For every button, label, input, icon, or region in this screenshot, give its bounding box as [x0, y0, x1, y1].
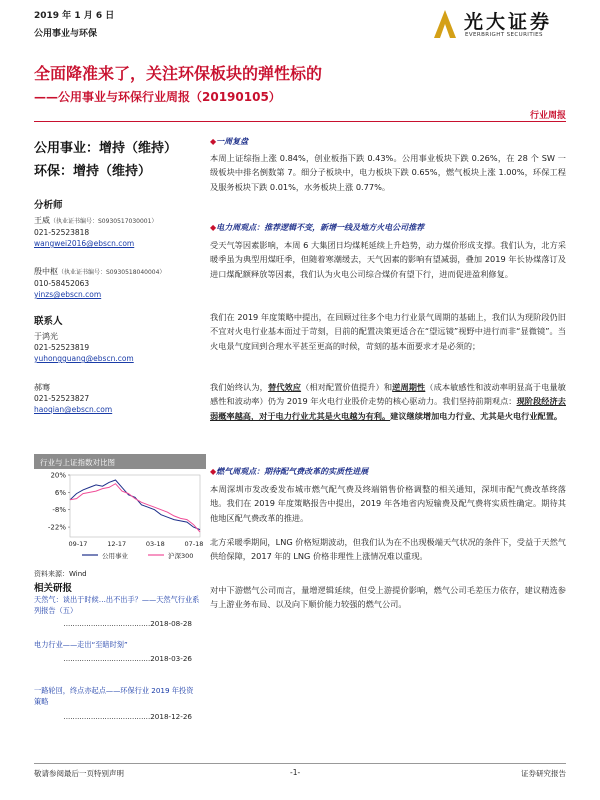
- x-tick-label: 09-17: [68, 540, 88, 548]
- power-paragraph: 受天气等因素影响，本周 6 大集团日均煤耗延续上升趋势，动力煤价形成支撑。我们认为，北方采暖季虽为典型用煤旺季，但随着寒潮缓去，天气因素的影响有望减弱，叠加 2019 年长协煤落订及进口煤配额释放等因素，我们认为火电公司综合煤价有望下行，进而促进盈利修复。: [210, 240, 566, 279]
- legend-label: 沪深300: [168, 552, 194, 560]
- company-logo: [432, 6, 572, 44]
- analysts-heading: 分析师: [34, 200, 63, 211]
- diamond-bullet-icon: ◆: [210, 467, 217, 476]
- emphasis-text: 现阶段经济去弱概率越高，对于电力行业尤其是火电越为有利。: [210, 396, 566, 421]
- y-tick-label: -22%: [47, 523, 66, 532]
- report-sector: 公用事业与环保: [34, 29, 98, 39]
- analyst-phone: 021-52523818: [34, 228, 90, 237]
- x-tick-label: 07-18: [184, 540, 204, 548]
- power-paragraph: [210, 380, 566, 423]
- analyst-name-text: 殷中枢: [34, 267, 58, 276]
- contact-phone: 021-52523827: [34, 394, 90, 403]
- comparison-chart: [34, 454, 206, 566]
- analyst-cert: （执业证书编号：S0930517030001）: [50, 218, 158, 225]
- diamond-bullet-icon: ◆: [210, 223, 217, 232]
- weekly-review-paragraph: 本周上证综指上涨 0.84%，创业板指下跌 0.43%。公用事业板块下跌 0.26%，在 28 个 SW 一级板块中排名倒数第 7。细分子板块中，电力板块下跌 0.65%，燃气板块上涨 1.00%，环保工程及服务板块下跌 0.01%，水务板块上涨 0.77%。: [210, 153, 566, 192]
- series-line-公用事业: [70, 480, 200, 530]
- report-subtitle: ——公用事业与环保行业周报（20190105）: [34, 90, 281, 104]
- y-tick-label: 6%: [54, 488, 66, 497]
- logo-text: 光大证券: [464, 11, 553, 33]
- analyst-cert: （执业证书编号：S0930518040004）: [58, 269, 166, 276]
- text-run: （相对配置价值提升）和: [301, 382, 393, 392]
- report-title: 全面降准来了，关注环保板块的弹性标的: [34, 64, 323, 83]
- footer-disclaimer: 敬请参阅最后一页特别声明: [34, 769, 124, 778]
- emphasis-text: 建议继续增加电力行业、尤其是火电行业配置。: [390, 410, 563, 421]
- contacts-heading: 联系人: [34, 316, 63, 327]
- related-heading: 相关研报: [34, 583, 73, 594]
- diamond-bullet-icon: ◆: [210, 137, 217, 146]
- analyst-email-link[interactable]: yinzs@ebscn.com: [34, 290, 102, 299]
- analyst-phone: 010-58452063: [34, 279, 90, 288]
- section-heading-text: 燃气周观点：期待配气费改革的实质性进展: [216, 467, 369, 476]
- related-report-link[interactable]: 一路轮回，终点亦起点——环保行业 2019 年投资策略: [34, 686, 194, 706]
- page-number: -1-: [290, 768, 301, 777]
- contact-name: 郝骞: [34, 383, 50, 392]
- report-type: 行业周报: [529, 111, 566, 121]
- emphasis-text: 逆周期性: [392, 382, 426, 392]
- gas-paragraph: 对中下游燃气公司而言，量增逻辑延续，但受上游提价影响，燃气公司毛差压力依存，建议精选参与上游业务布局、以及向下顺价能力较强的燃气公司。: [210, 585, 566, 610]
- related-report-date: ......................................2018-03-26: [63, 654, 192, 663]
- section-heading: [210, 466, 368, 477]
- footer-label: 证券研究报告: [521, 769, 566, 778]
- section-heading: [210, 222, 424, 233]
- contact-phone: 021-52523819: [34, 343, 90, 352]
- contact-email-link[interactable]: yuhongguang@ebscn.com: [34, 354, 134, 363]
- analyst-name-text: 王威: [34, 216, 50, 225]
- legend-label: 公用事业: [102, 552, 128, 560]
- report-date: 2019 年 1 月 6 日: [34, 11, 115, 21]
- series-line-沪深300: [70, 484, 200, 532]
- y-tick-label: 20%: [50, 471, 66, 480]
- analyst-email-link[interactable]: wangwei2016@ebscn.com: [34, 239, 135, 248]
- gas-paragraph: 本周深圳市发改委发布城市燃气配气费及终端销售价格调整的相关通知，深圳市配气费改革终落地。我们在 2019 年度策略报告中提出，2019 年各地省内短输费及配气费将实质性确定。期待其他地区配气费改革的推进。: [210, 484, 566, 523]
- header-divider: [34, 121, 566, 122]
- rating-utilities: 公用事业：增持（维持）: [34, 141, 178, 156]
- text-run: 我们始终认为，: [210, 382, 268, 392]
- logo-subtext: EVERBRIGHT SECURITIES: [465, 32, 543, 38]
- chart-source: 资料来源：Wind: [34, 570, 87, 578]
- emphasis-text: 替代效应: [267, 382, 302, 392]
- gas-paragraph: 北方采暖季期间，LNG 价格短期波动，但我们认为在不出现极端天气状况的条件下，受益于天然气供给保障，2017 年的 LNG 价格非理性上涨情况难以重现。: [210, 537, 566, 562]
- x-tick-label: 03-18: [145, 540, 165, 548]
- chart-plot: [34, 469, 206, 566]
- analyst-name: [34, 266, 165, 277]
- section-heading: [210, 136, 248, 147]
- analyst-name: [34, 215, 157, 226]
- chart-frame: [70, 475, 200, 537]
- contact-email-link[interactable]: haoqian@ebscn.com: [34, 405, 113, 414]
- rating-environment: 环保：增持（维持）: [34, 164, 152, 179]
- power-paragraph: 我们在 2019 年度策略中提出，在回顾过往多个电力行业景气周期的基础上，我们认为现阶段仍旧不宜对火电行业基本面过于苛刻，目前的配置决策更适合在“望远镜”视野中进行而非“显微镜”。当火电景气度回到合理水平甚至更高的时候，苛刻的基本面要求才是必须的；: [210, 312, 566, 351]
- x-tick-label: 12-17: [107, 540, 127, 548]
- related-report-date: ......................................2018-12-26: [63, 712, 192, 721]
- contact-name: 于鸿光: [34, 332, 58, 341]
- footer-divider: [34, 763, 566, 764]
- related-report-date: ......................................2018-08-28: [63, 619, 192, 628]
- related-report-link[interactable]: 天然气：谈出于时候…出不出手？——天然气行业系列报告（五）: [34, 595, 200, 615]
- y-tick-label: -8%: [52, 506, 66, 515]
- logo-mark-icon: [432, 8, 458, 40]
- related-report-link[interactable]: 电力行业——走出“至暗时刻”: [34, 640, 128, 649]
- section-heading-text: 一周复盘: [216, 137, 249, 146]
- chart-title: 行业与上证指数对比图: [34, 454, 206, 469]
- section-heading-text: 电力周观点：推荐逻辑不变，新增一线及地方火电公司推荐: [216, 223, 425, 232]
- text-run: （成本敏感性和波动率明显高于电量敏感性和波动率）仍为 2019 年火电行业股价走势的核心驱动力。我们坚持前期观点：: [210, 382, 566, 407]
